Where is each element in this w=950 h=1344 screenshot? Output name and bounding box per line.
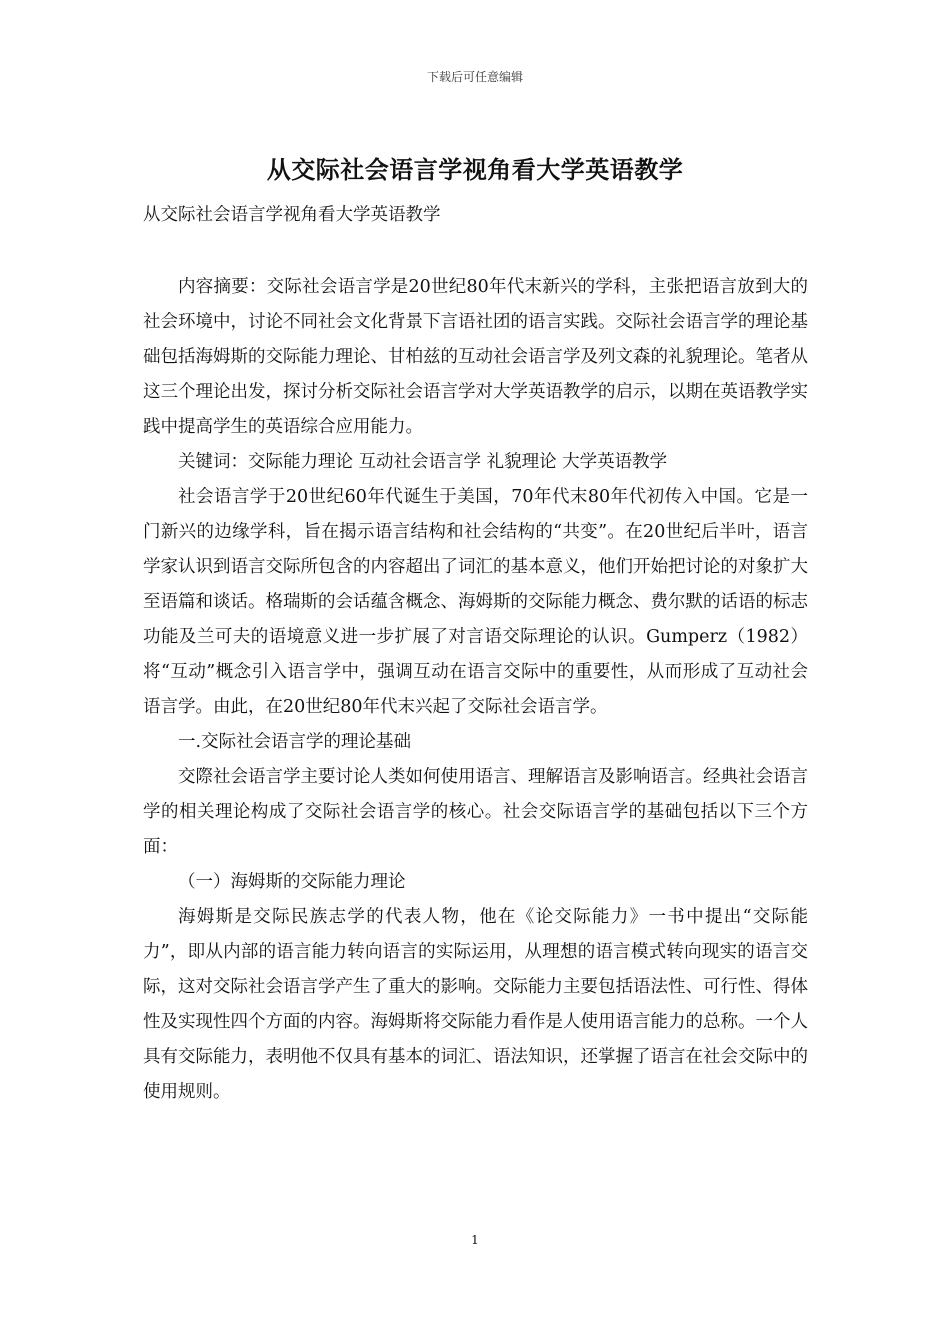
section-heading: 一.交际社会语言学的理论基础 xyxy=(178,732,412,752)
section-paragraph: 交際社会语言学主要讨论人类如何使用语言、理解语言及影响语言。经典社会语言学的相关理论构成了交际社会语言学的核心。社会交际语言学的基础包括以下三个方面： xyxy=(143,767,808,857)
keywords-paragraph: 关键词：交际能力理论 互动社会语言学 礼貌理论 大学英语教学 xyxy=(178,452,668,472)
intro-paragraph: 社会语言学于20世纪60年代诞生于美国，70年代末80年代初传入中国。它是一门新兴的边缘学科，旨在揭示语言结构和社会结构的“共变”。在20世纪后半叶，语言学家认识到语言交际所包含的内容超出了词汇的基本意义，他们开始把讨论的对象扩大至语篇和谈话。格瑞斯的会话蕴含概念、海姆斯的交际能力概念、费尔默的话语的标志功能及兰可夫的语境意义进一步扩展了对言语交际理论的认识。Gumperz（1982）将“互动”概念引入语言学中，强调互动在语言交际中的重要性，从而形成了互动社会语言学。由此，在20世纪80年代末兴起了交际社会语言学。 xyxy=(143,487,808,717)
document-body xyxy=(143,270,808,1110)
page-number: 1 xyxy=(471,1233,479,1247)
abstract-paragraph: 内容摘要：交际社会语言学是20世纪80年代末新兴的学科，主张把语言放到大的社会环境中，讨论不同社会文化背景下言语社团的语言实践。交际社会语言学的理论基础包括海姆斯的交际能力理论、甘柏兹的互动社会语言学及列文森的礼貌理论。笔者从这三个理论出发，探讨分析交际社会语言学对大学英语教学的启示，以期在英语教学实践中提高学生的英语综合应用能力。 xyxy=(143,277,808,437)
document-title: 从交际社会语言学视角看大学英语教学 xyxy=(266,155,684,184)
document-subtitle: 从交际社会语言学视角看大学英语教学 xyxy=(143,205,441,225)
subsection-paragraph: 海姆斯是交际民族志学的代表人物，他在《论交际能力》一书中提出“交际能力”，即从内部的语言能力转向语言的实际运用，从理想的语言模式转向现实的语言交际，这对交际社会语言学产生了重大的影响。交际能力主要包括语法性、可行性、得体性及实现性四个方面的内容。海姆斯将交际能力看作是人使用语言能力的总称。一个人具有交际能力，表明他不仅具有基本的词汇、语法知识，还掌握了语言在社会交际中的使用规则。 xyxy=(143,907,808,1102)
header-note: 下载后可任意编辑 xyxy=(426,70,523,84)
subsection-heading: （一）海姆斯的交际能力理论 xyxy=(178,872,406,892)
